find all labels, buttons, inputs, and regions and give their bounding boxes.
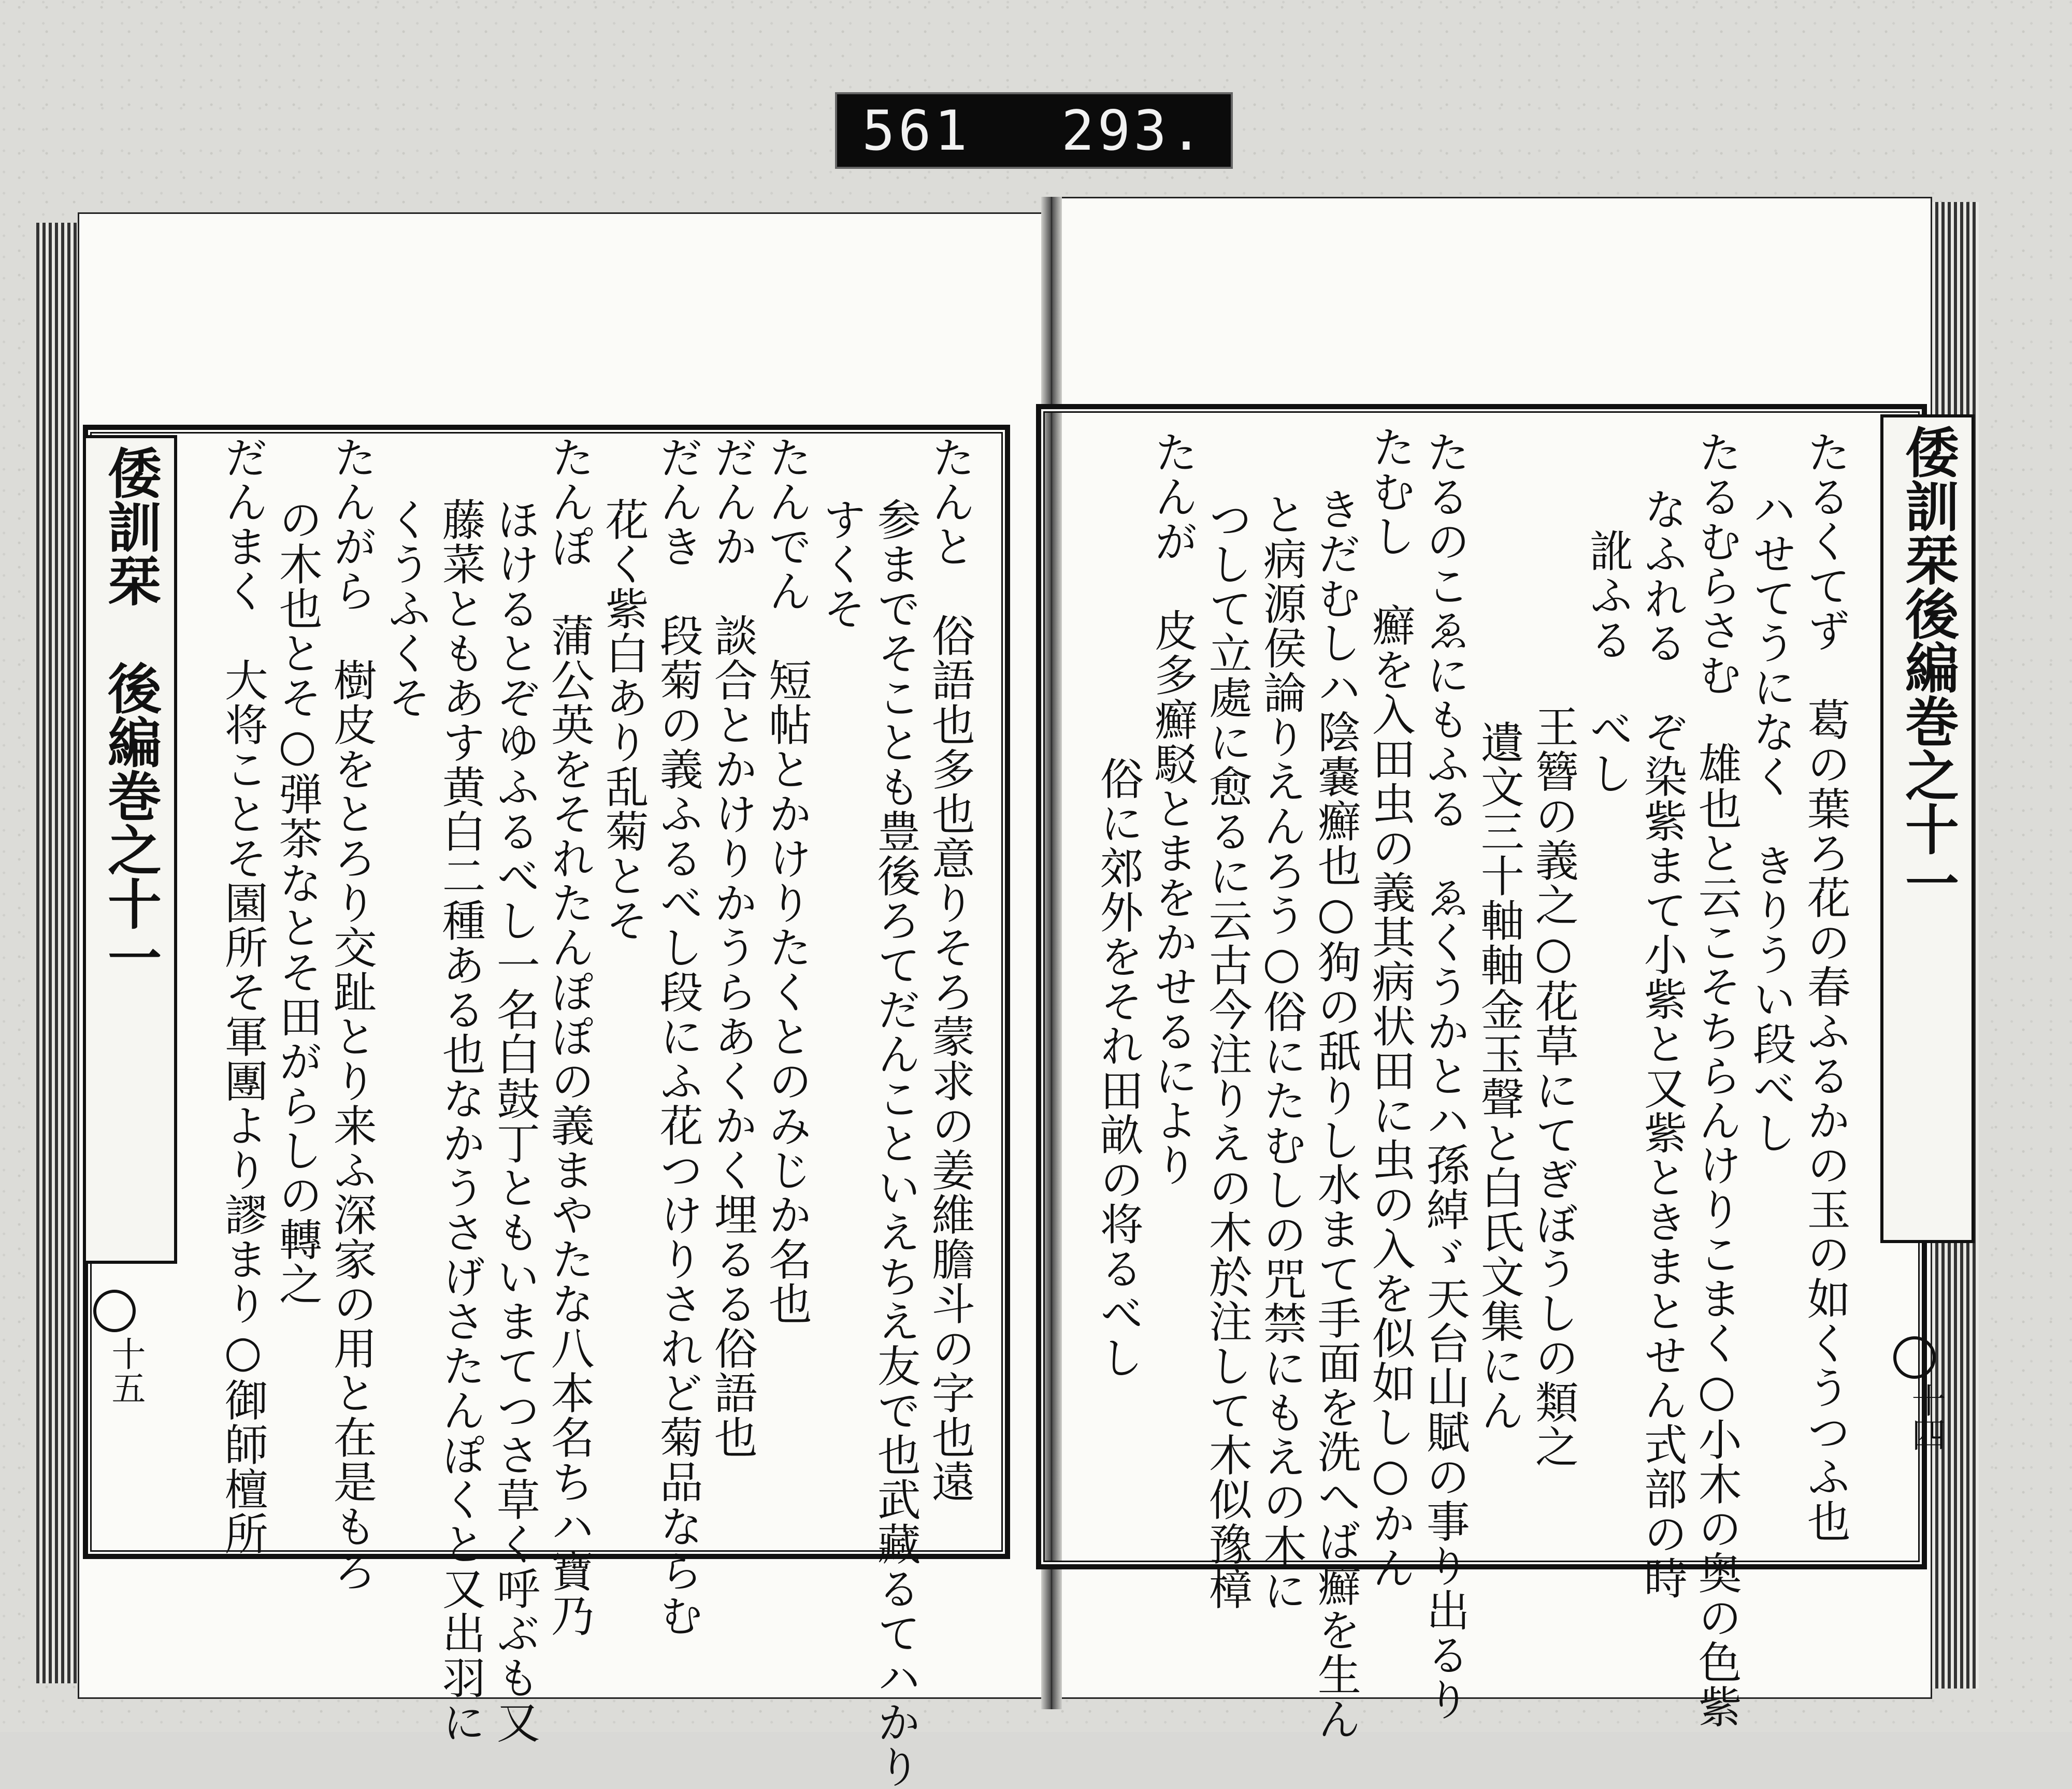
text-column: きだむしハ陰嚢癬也○狗の舐りし水まて手面を洗へば癬を生ん — [1311, 487, 1362, 1741]
call-number-left: 561 — [862, 98, 971, 163]
left-folio-circle — [93, 1290, 136, 1332]
text-column: すくそ — [816, 497, 867, 631]
text-column: たんが 皮多癬駁とまをかせるにより — [1147, 430, 1199, 1187]
left-page-sidebar-title: 倭訓栞 後編巻之十一 — [83, 435, 177, 1264]
text-column: 花く紫白あり乱菊とそ — [598, 497, 650, 943]
text-column: たんでん 短帖とかけりたくとのみじか名也 — [761, 435, 813, 1326]
text-column: と病源侯論りえんろう○俗にたむしの咒禁にもえの木に — [1256, 492, 1307, 1613]
text-column: たんと 俗語也多也意りそろ蒙求の姜維膽斗の字也遠 — [925, 435, 976, 1504]
text-column: たるのこゑにもふる ゑくうかとハ孫綽ゞ天台山賦の事り出るり — [1419, 430, 1471, 1722]
text-column: ハせてうになく きりうい段べし — [1746, 487, 1797, 1155]
text-column: つして立處に愈るに云古今注りえの木於注して木似豫樟 — [1202, 497, 1253, 1611]
call-number-right: 293. — [1061, 98, 1206, 163]
text-column: 俗に郊外をそれ田畝の将るべし — [1093, 756, 1144, 1380]
text-column: 藤菜ともあす黄白二種ある也なかうさげさたんぽくと又出羽に — [435, 497, 486, 1744]
text-column: だんまく 大将ことそ園所そ軍團より謬まり○御師檀所 — [218, 435, 269, 1556]
text-column: 王簪の義之○花草にてぎぼうしの類之 — [1528, 704, 1579, 1469]
text-column: ほけるとぞゆふるべし一名白鼓丁ともいまてつさ草く呼ぶも又 — [490, 497, 541, 1744]
text-column: くうふくそ — [381, 497, 432, 720]
text-column: 訛ふる べし — [1582, 528, 1634, 796]
text-column: なふれる ぞ染紫まて小紫と又紫ときまとせん式部の時 — [1637, 487, 1688, 1600]
text-column: たんがら 樹皮をとろり交趾とり来ふ深家の用と在是もろ — [326, 435, 378, 1593]
text-column: たんぽ 蒲公英をそれたんぽぽの義まやたな八本名ちハ寶乃 — [544, 435, 595, 1638]
right-folio-circle — [1893, 1336, 1936, 1379]
right-page-sidebar-title: 倭訓栞後編巻之十一 — [1880, 414, 1975, 1243]
text-column: だんき 段菊の義ふるべし段にふ花つけりされど菊品ならむ — [653, 435, 704, 1638]
text-column: たむし 癬を入田虫の義其病状田に虫の入を似如し○かん — [1365, 425, 1416, 1590]
call-number-label — [835, 92, 1233, 169]
right-page-folio: 十四 — [1906, 1383, 1946, 1451]
text-column: 参までそことも豊後ろてだんこといえちえ友で也武藏るてハかり — [870, 497, 922, 1789]
text-column: の木也とそ○弾茶なとそ田がらしの轉之 — [272, 497, 323, 1306]
text-column: 遺文三十軸軸金玉聲と白氏文集にん — [1474, 720, 1525, 1433]
open-book — [36, 197, 1979, 1789]
text-column: だんか 談合とかけりかうらあくかく埋るる俗語也 — [707, 435, 758, 1460]
left-page-edge — [36, 223, 83, 1683]
text-column: たるむらさむ 雄也と云こそちらんけりこまく○小木の奥の色紫 — [1691, 430, 1743, 1729]
text-column: たるくてず 葛の葉ろ花の春ふるかの玉の如くうつふ也 — [1800, 430, 1851, 1543]
left-page-folio: 十五 — [106, 1336, 146, 1405]
